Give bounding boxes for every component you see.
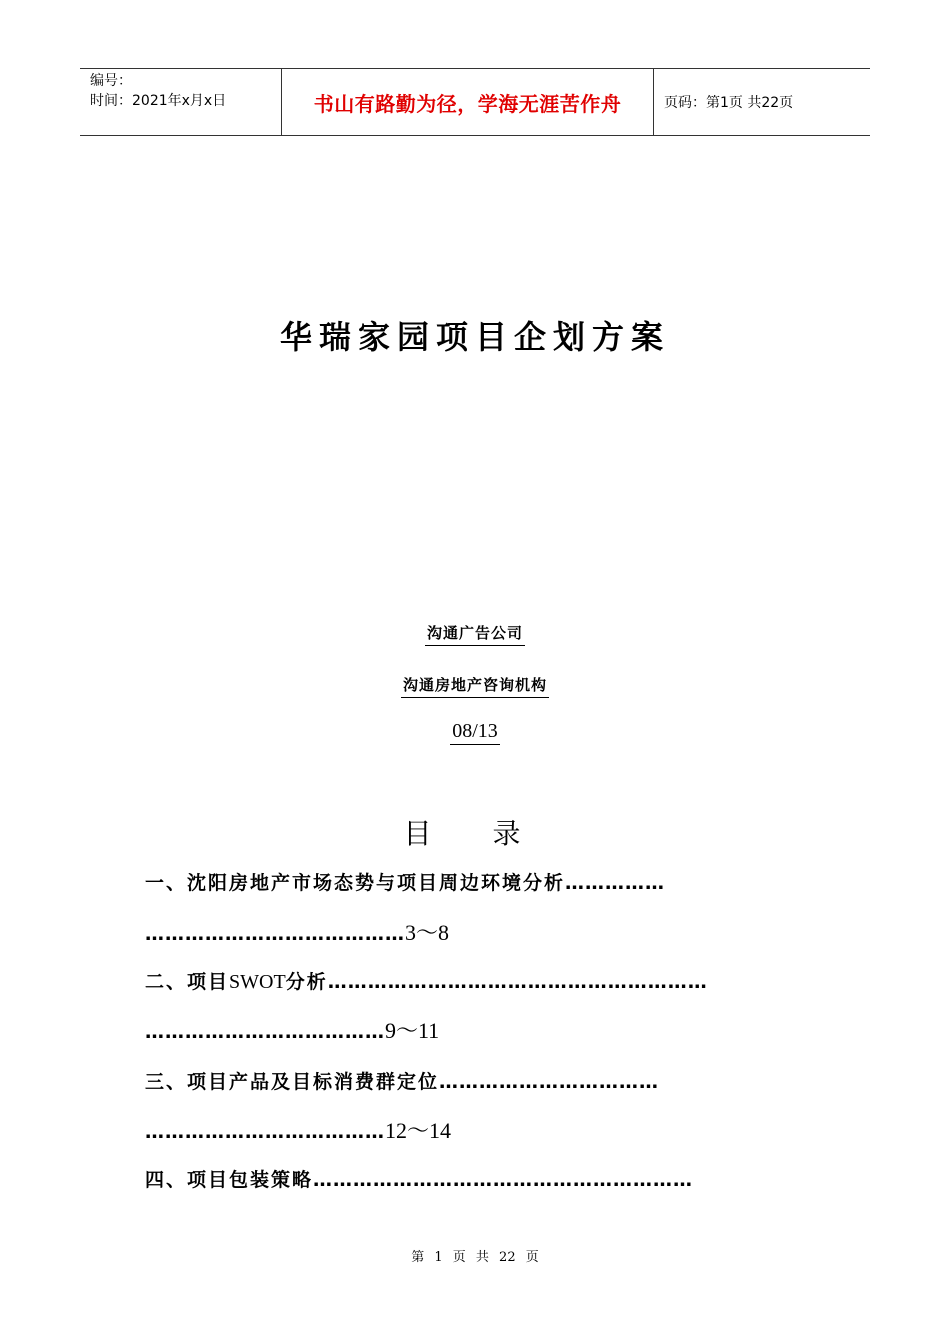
toc-item-3-cont[interactable] — [145, 1116, 810, 1146]
org-name-2: 沟通房地产咨询机构 — [401, 674, 549, 698]
document-title: 华瑞家园项目企划方案 — [279, 318, 670, 356]
toc-page-range: 3～8 — [405, 920, 450, 945]
org-name-1: 沟通广告公司 — [425, 622, 525, 646]
document-date: 08/13 — [450, 720, 500, 745]
org-line-1 — [0, 622, 950, 646]
number-label: 编号： — [90, 73, 132, 89]
toc-item-label: 四、项目包装策略 — [145, 1169, 314, 1191]
toc-leader-dots: …………………………… — [439, 1071, 660, 1093]
toc-leader-dots: …………… — [565, 872, 666, 894]
toc-item-1[interactable] — [145, 868, 810, 898]
page-footer: 第 1 页 共 22 页 — [411, 1250, 539, 1265]
toc-leader-dots: ……………………………… — [145, 1021, 385, 1043]
toc-item-4[interactable] — [145, 1165, 810, 1195]
toc-item-label-prefix: 二、项目 — [145, 971, 230, 993]
toc-leader-dots: ………………………………………………… — [313, 1169, 694, 1191]
toc-item-label: 三、项目产品及目标消费群定位 — [145, 1071, 440, 1093]
header-meta — [80, 69, 281, 135]
header-motto-cell — [281, 69, 654, 135]
toc-item-3[interactable] — [145, 1067, 810, 1097]
toc-item-2[interactable] — [145, 967, 810, 997]
toc-item-label-swot: SWOT — [229, 971, 286, 993]
toc-heading: 目 录 — [403, 817, 547, 850]
time-label: 时间：2021年x月x日 — [90, 93, 227, 109]
document-date-line — [0, 720, 950, 745]
header-page-info: 页码：第1页 共22页 — [664, 95, 794, 111]
toc-item-label-suffix: 分析 — [285, 971, 328, 993]
toc-leader-dots: ……………………………… — [145, 1121, 385, 1143]
toc-page-range: 12～14 — [385, 1118, 452, 1143]
toc-page-range: 9～11 — [385, 1018, 440, 1043]
toc-item-1-cont[interactable] — [145, 918, 810, 948]
toc-leader-dots: ………………………………………………… — [327, 971, 708, 993]
header-motto: 书山有路勤为径，学海无涯苦作舟 — [313, 91, 622, 116]
org-line-2 — [0, 674, 950, 698]
toc-item-2-cont[interactable] — [145, 1016, 810, 1046]
toc-item-label: 一、沈阳房地产市场态势与项目周边环境分析 — [145, 872, 566, 894]
toc-leader-dots: ………………………………… — [145, 923, 405, 945]
page-header — [80, 68, 870, 136]
